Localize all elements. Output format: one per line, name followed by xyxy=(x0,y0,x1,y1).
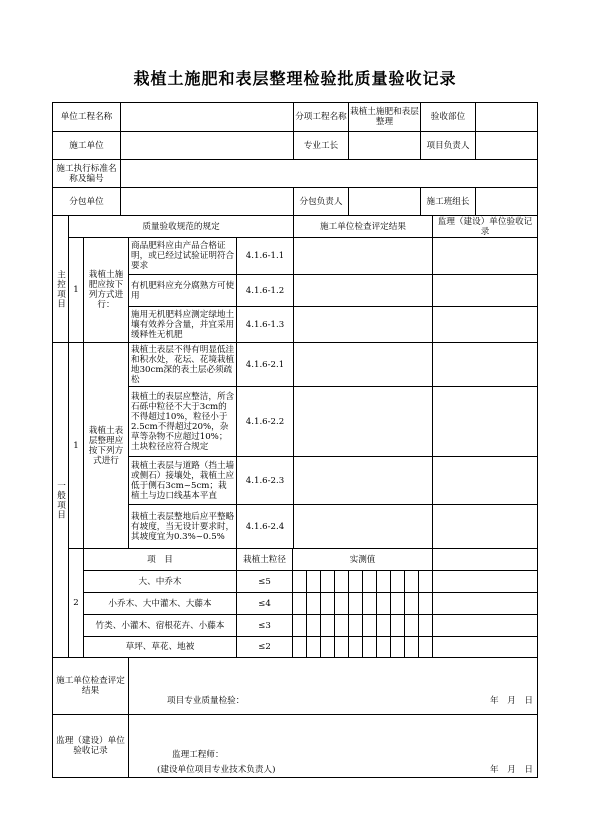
particle-row-3-size: ≤3 xyxy=(258,620,271,631)
subcontractor-field[interactable] xyxy=(121,188,293,215)
main-item-2-ref: 4.1.6-1.2 xyxy=(245,285,285,296)
contractor-inspector-label: 项目专业质量检验： xyxy=(167,696,245,706)
particle-row-3-item: 竹类、小灌木、宿根花卉、小藤本 xyxy=(95,620,225,631)
particle-row-1-size: ≤5 xyxy=(258,576,271,587)
subcontractor-label: 分包单位 xyxy=(69,196,104,207)
contractor-result-label: 施工单位检查评定结果 xyxy=(56,676,125,696)
main-control-label: 主控项目 xyxy=(55,270,66,309)
general-item-3-ref: 4.1.6-2.3 xyxy=(245,475,285,486)
general-number-1: 1 xyxy=(73,440,79,451)
standard-field[interactable] xyxy=(121,160,537,187)
measured-value-header: 实测值 xyxy=(349,554,376,565)
particle-row-4-size: ≤2 xyxy=(258,642,271,652)
main-control-number: 1 xyxy=(73,284,79,295)
standard-label: 施工执行标准名称及编号 xyxy=(56,163,117,184)
general-item-2-text: 栽植土的表层应整洁，所含石砾中粒径不大于3cm的不得超过10%，粒径小于2.5cm不得超过20%，杂草等杂物不应超过10%；土块粒径应符合规定 xyxy=(131,391,235,452)
general-category-1: 栽植土表层整理应按下列方式进行 xyxy=(88,425,124,466)
general-item-2-ref: 4.1.6-2.2 xyxy=(245,416,285,427)
particle-row-4-item: 草坪、草花、地被 xyxy=(125,642,195,652)
sub-project-value: 栽植土施肥和表层整理 xyxy=(350,107,419,127)
main-item-2-text: 有机肥料应充分腐熟方可使用 xyxy=(131,280,235,301)
construction-unit-field[interactable] xyxy=(121,132,293,159)
team-leader-label: 施工班组长 xyxy=(426,196,470,207)
contractor-date: 年 月 日 xyxy=(490,696,533,706)
construction-unit-label: 施工单位 xyxy=(69,140,104,151)
spec-column-header: 质量验收规范的规定 xyxy=(142,221,220,232)
supervisor-record-label: 监理（建设）单位验收记录 xyxy=(56,736,125,756)
project-manager-label: 项目负责人 xyxy=(426,140,470,151)
particle-item-header: 项 目 xyxy=(147,554,173,565)
main-control-category: 栽植土施肥应按下列方式进行： xyxy=(88,269,124,310)
sub-project-label: 分项工程名称 xyxy=(295,112,347,122)
page-title: 栽植土施肥和表层整理检验批质量验收记录 xyxy=(133,69,457,88)
foreman-field[interactable] xyxy=(349,132,420,159)
supervisor-engineer-label: 监理工程师： xyxy=(172,750,224,760)
general-number-2: 2 xyxy=(73,598,79,608)
main-item-1-text: 商品肥料应由产品合格证明，或已经过试验证明符合要求 xyxy=(131,241,235,271)
contractor-result-header: 施工单位检查评定结果 xyxy=(320,221,406,232)
foreman-label: 专业工长 xyxy=(303,140,339,151)
supervisor-note: (建设单位项目专业技术负责人) xyxy=(157,765,276,775)
general-item-1-ref: 4.1.6-2.1 xyxy=(245,359,285,370)
supervisor-date: 年 月 日 xyxy=(490,765,533,775)
sub-manager-label: 分包负责人 xyxy=(299,196,343,207)
particle-row-1-item: 大、中乔木 xyxy=(138,576,182,587)
acceptance-part-field[interactable] xyxy=(476,103,537,131)
main-item-3-text: 施用无机肥料应测定绿地土壤有效养分含量，并宜采用缓释性无机肥 xyxy=(131,309,235,340)
general-item-3-text: 栽植土表层与道路（挡土墙或侧石）接壤处，栽植土应低于侧石3cm~5cm；栽植土与边口线基本平直 xyxy=(131,460,235,501)
acceptance-part-label: 验收部位 xyxy=(430,112,466,122)
general-item-4-ref: 4.1.6-2.4 xyxy=(245,521,285,532)
particle-row-2-size: ≤4 xyxy=(258,598,271,609)
supervisor-record-header: 监理（建设）单位验收记录 xyxy=(437,216,533,237)
general-item-4-text: 栽植土表层整地后应平整略有坡度，当无设计要求时，其坡度宜为0.3%~0.5% xyxy=(131,511,235,542)
unit-project-field[interactable] xyxy=(121,103,293,131)
project-manager-field[interactable] xyxy=(476,132,537,159)
main-item-1-ref: 4.1.6-1.1 xyxy=(245,251,285,261)
particle-size-header: 栽植土粒径 xyxy=(243,554,286,565)
team-leader-field[interactable] xyxy=(476,188,537,215)
sub-manager-field[interactable] xyxy=(349,188,420,215)
unit-project-label: 单位工程名称 xyxy=(60,112,113,122)
particle-row-2-item: 小乔木、大中灌木、大藤本 xyxy=(108,598,212,609)
general-item-1-text: 栽植土表层不得有明显低洼和积水处，花坛、花境栽植地30cm深的表土层必须疏松 xyxy=(131,344,235,385)
general-label: 一般项目 xyxy=(55,480,66,520)
main-item-3-ref: 4.1.6-1.3 xyxy=(245,319,285,330)
